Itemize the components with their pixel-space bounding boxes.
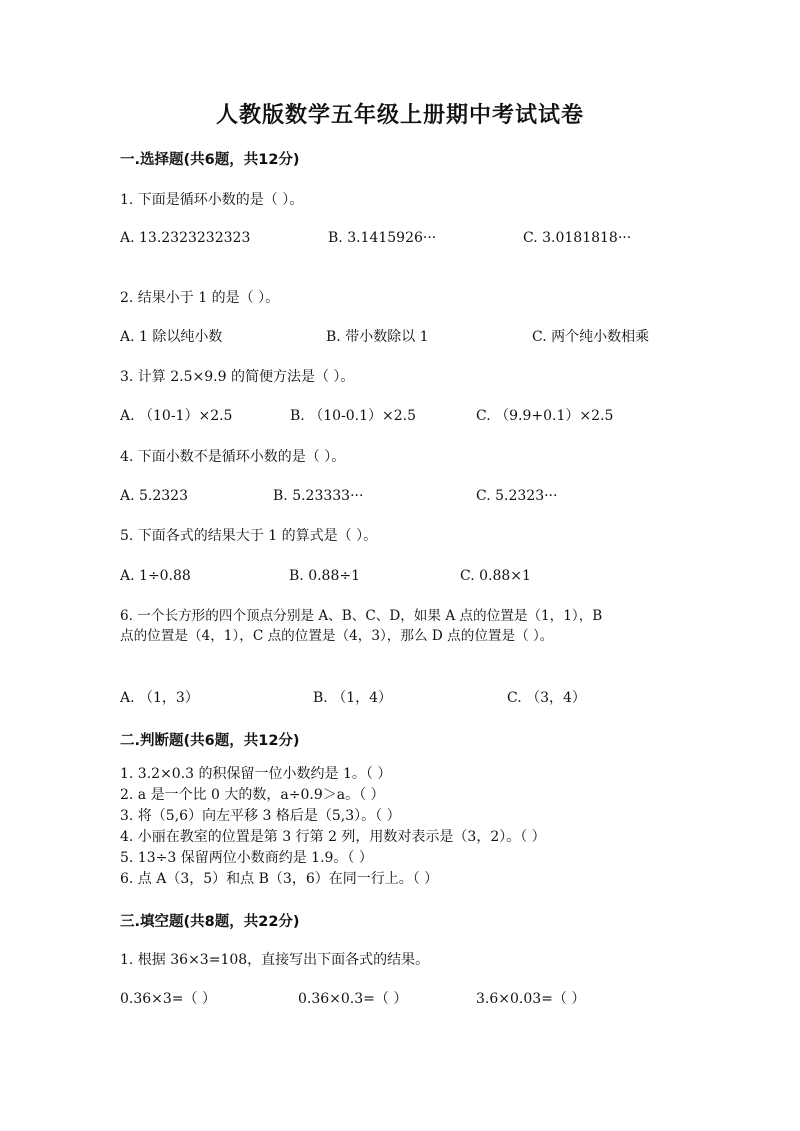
- option-b: B. 0.88÷1: [289, 568, 360, 584]
- judge-item: 1. 3.2×0.3 的积保留一位小数约是 1。（ ）: [120, 766, 392, 782]
- option-a: A. 13.2323232323: [120, 230, 251, 246]
- option-a: A. 5.2323: [120, 488, 188, 504]
- question-text: 5. 下面各式的结果大于 1 的算式是（ ）。: [120, 528, 378, 544]
- option-c: C. 5.2323···: [476, 488, 558, 504]
- option-c: C. 3.0181818···: [523, 230, 632, 246]
- section-heading-judge: 二.判断题(共6题，共12分): [120, 733, 300, 749]
- section-heading-choice: 一.选择题(共6题，共12分): [120, 152, 300, 168]
- blank-c: 3.6×0.03=（ ）: [476, 991, 586, 1007]
- blank-a: 0.36×3=（ ）: [120, 991, 216, 1007]
- option-b: B. （10-0.1）×2.5: [290, 408, 416, 424]
- option-b: B. 带小数除以 1: [326, 329, 429, 345]
- judge-item: 4. 小丽在教室的位置是第 3 行第 2 列，用数对表示是（3，2）。（ ）: [120, 829, 546, 845]
- question-text: 1. 下面是循环小数的是（ ）。: [120, 192, 304, 208]
- question-text: 2. 结果小于 1 的是（ ）。: [120, 290, 280, 306]
- option-a: A. 1 除以纯小数: [120, 329, 223, 345]
- question-text: 4. 下面小数不是循环小数的是（ ）。: [120, 449, 346, 465]
- question-text-line-2: 点的位置是（4，1），C 点的位置是（4，3），那么 D 点的位置是（ ）。: [120, 628, 554, 644]
- judge-item: 5. 13÷3 保留两位小数商约是 1.9。（ ）: [120, 850, 373, 866]
- question-text-line-1: 6. 一个长方形的四个顶点分别是 A、B、C、D，如果 A 点的位置是（1，1），B: [120, 608, 603, 624]
- option-b: B. 3.1415926···: [328, 230, 437, 246]
- option-a: A. （1，3）: [120, 690, 199, 706]
- blank-b: 0.36×0.3=（ ）: [298, 991, 408, 1007]
- judge-item: 3. 将（5,6）向左平移 3 格后是（5,3）。（ ）: [120, 808, 401, 824]
- option-c: C. 两个纯小数相乘: [532, 329, 650, 345]
- option-c: C. （9.9+0.1）×2.5: [476, 408, 614, 424]
- question-text: 3. 计算 2.5×9.9 的简便方法是（ ）。: [120, 369, 355, 385]
- option-b: B. （1，4）: [313, 690, 393, 706]
- option-b: B. 5.23333···: [273, 488, 364, 504]
- question-text: 1. 根据 36×3=108，直接写出下面各式的结果。: [120, 952, 430, 968]
- option-a: A. （10-1）×2.5: [120, 408, 233, 424]
- exam-title: 人教版数学五年级上册期中考试试卷: [215, 103, 584, 128]
- judge-item: 2. a 是一个比 0 大的数，a÷0.9＞a。（ ）: [120, 787, 385, 803]
- section-heading-fill: 三.填空题(共8题，共22分): [120, 914, 300, 930]
- judge-list: [120, 764, 546, 890]
- option-c: C. 0.88×1: [460, 568, 531, 584]
- option-c: C. （3，4）: [507, 690, 586, 706]
- option-a: A. 1÷0.88: [120, 568, 191, 584]
- judge-item: 6. 点 A（3，5）和点 B（3，6）在同一行上。（ ）: [120, 871, 439, 887]
